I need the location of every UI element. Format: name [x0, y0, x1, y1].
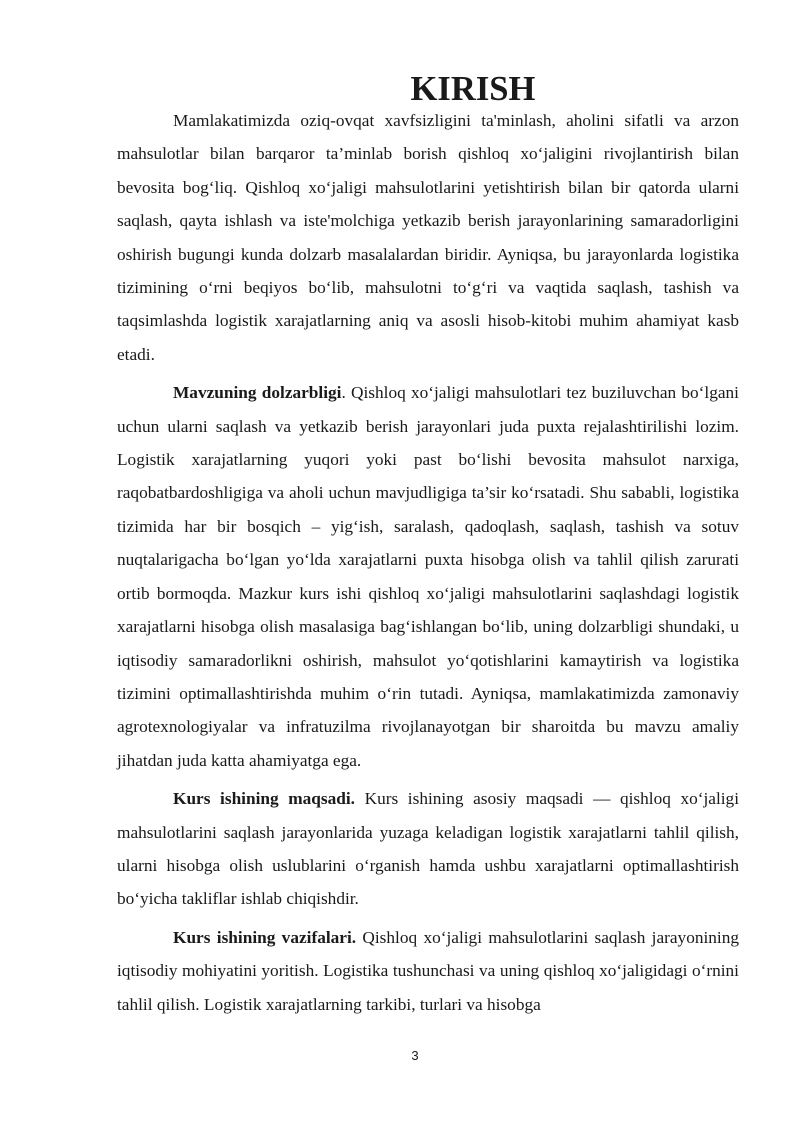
paragraph-relevance-heading: Mavzuning dolzarbligi — [173, 383, 342, 403]
paragraph-goal — [117, 782, 739, 916]
paragraph-tasks-text: Qishloq xo‘jaligi mahsulotlarini saqlash jarayonining iqtisodiy mohiyatini yoritish. Logistika tushunchasi va uning qishloq xo‘jaligidagi o‘rnini tahlil qilish. Logistik xarajatlarning tarkibi, turlari va hisobga — [117, 927, 739, 1014]
paragraph-intro-text: Mamlakatimizda oziq-ovqat xavfsizligini ta'minlash, aholini sifatli va arzon mahsulotlar bilan barqaror ta’minlab borish qishloq xo‘jaligini rivojlantirish bilan bevosita bog‘liq. Qishloq xo‘jaligi mahsulotlarini yetishtirish bilan bir qatorda ularni saqlash, qayta ishlash va iste'molchiga yetkazib berish jarayonlarining samaradorligini oshirish bugungi kunda dolzarb masalalardan biridir. Ayniqsa, bu jarayonlarda logistika tizimining o‘rni beqiyos bo‘lib, mahsulotni to‘g‘ri va vaqtida saqlash, tashish va taqsimlashda logistik xarajatlarning aniq va asosli hisob-kitobi muhim ahamiyat kasb etadi. — [117, 111, 739, 364]
paragraph-intro — [117, 104, 739, 371]
page-number: 3 — [411, 1048, 419, 1063]
paragraph-relevance-text: . Qishloq xo‘jaligi mahsulotlari tez buziluvchan bo‘lgani uchun ularni saqlash va yetkazib berish jarayonlari juda puxta rejalashtirilishi lozim. Logistik xarajatlarning yuqori yoki past bo‘lishi bevosita mahsulot narxiga, raqobatbardoshligiga va aholi uchun mavjudligiga ta’sir ko‘rsatadi. Shu sababli, logistika tizimida har bir bosqich – yig‘ish, saralash, qadoqlash, saqlash, tashish va sotuv nuqtalarigacha bo‘lgan yo‘lda xarajatlarni puxta hisobga olish va tahlil qilish zarurati ortib bormoqda. Mazkur kurs ishi qishloq xo‘jaligi mahsulotlarini saqlashdagi logistik xarajatlarni hisobga olish masalasiga bag‘ishlangan bo‘lib, uning dolzarbligi shundaki, u iqtisodiy samaradorlikni oshirish, mahsulot yo‘qotishlarini kamaytirish va logistika tizimini optimallashtirishda muhim o‘rin tutadi. Ayniqsa, mamlakatimizda zamonaviy agrotexnologiyalar va infratuzilma rivojlanayotgan bir sharoitda bu mavzu amaliy jihatdan juda katta ahamiyatga ega. — [117, 383, 739, 770]
paragraph-goal-heading: Kurs ishining maqsadi. — [173, 789, 355, 809]
paragraph-tasks-heading: Kurs ishining vazifalari. — [173, 927, 357, 947]
paragraph-relevance — [117, 376, 739, 777]
paragraph-goal-text: Kurs ishining asosiy maqsadi — qishloq xo‘jaligi mahsulotlarini saqlash jarayonlarida yuzaga keladigan logistik xarajatlarni tahlil qilish, ularni hisobga olish uslublarini o‘rganish hamda ushbu xarajatlarni optimallashtirish bo‘yicha takliflar ishlab chiqishdir. — [117, 789, 739, 909]
paragraph-tasks — [117, 921, 739, 1021]
section-title: KIRISH — [410, 70, 536, 108]
document-page — [117, 70, 739, 1021]
